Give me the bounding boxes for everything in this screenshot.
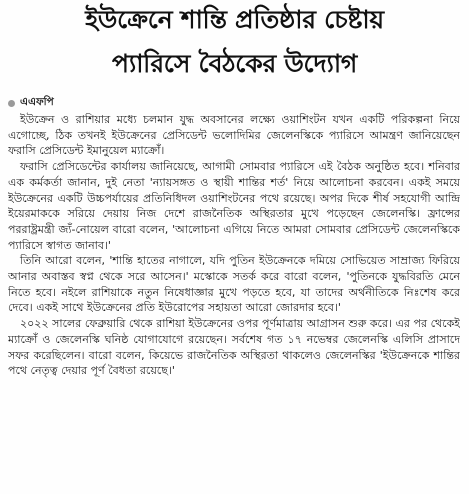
headline-line-1: ইউক্রেনে শান্তি প্রতিষ্ঠার চেষ্টায়	[85, 5, 384, 34]
paragraph: ২০২২ সালের ফেব্রুয়ারি থেকে রাশিয়া ইউক্রেনের ওপর পূর্ণমাত্রায় আগ্রাসন শুরু করে। এর পর থেকেই ম্যাক্রোঁ ও জেলেনস্কি ঘনিষ্ঠ যোগাযোগে রয়েছেন। সর্বশেষ গত ১৭ নভেম্বর জেলেনস্কি এলিসি প্রাসাদে সফর করেছিলেন। বারো বলেন, কিয়েভে রাজনৈতিক অস্থিরতা থাকলেও জেলেনস্কির 'ইউক্রেনকে শান্তির পথে নেতৃত্ব দেয়ার পূর্ণ বৈধতা রয়েছে।'	[8, 317, 460, 378]
bullet-icon	[8, 100, 15, 107]
paragraph: ইউক্রেন ও রাশিয়ার মধ্যে চলমান যুদ্ধ অবসানের লক্ষ্যে ওয়াশিংটন যখন একটি পরিকল্পনা নিয়ে এগোচ্ছে, ঠিক তখনই ইউক্রেনের প্রেসিডেন্ট ভলোদিমির জেলেনস্কিকে প্যারিসে আমন্ত্রণ জানিয়েছেন ফরাসি প্রেসিডেন্ট ইমানুয়েল ম্যাক্রোঁ।	[8, 113, 460, 158]
headline	[0, 4, 469, 80]
headline-line-2: প্যারিসে বৈঠকের উদ্যোগ	[112, 49, 357, 78]
article-body	[8, 112, 460, 490]
paragraph: তিনি আরো বলেন, 'শান্তি হাতের নাগালে, যদি পুতিন ইউক্রেনকে দমিয়ে সোভিয়েত সাম্রাজ্য ফিরিয়ে আনার অবাস্তব স্বপ্ন থেকে সরে আসেন।' মস্কোকে সতর্ক করে বারো বলেন, 'পুতিনকে যুদ্ধবিরতি মেনে নিতে হবে। নইলে রাশিয়াকে নতুন নিষেধাজ্ঞার মুখে পড়তে হবে, যা তাদের অর্থনীতিকে নিঃশেষ করে দেবে। একই সাথে ইউক্রেনের প্রতি ইউরোপের সহায়তা আরো জোরদার হবে।'	[8, 254, 460, 315]
paragraph: ফরাসি প্রেসিডেন্টের কার্যালয় জানিয়েছে, আগামী সোমবার প্যারিসে এই বৈঠক অনুষ্ঠিত হবে। শনিবার এক কর্মকর্তা জানান, দুই নেতা 'ন্যায়সঙ্গত ও স্থায়ী শান্তির শর্ত' নিয়ে আলোচনা করবেন। একই সময়ে ইউক্রেনের একটি উচ্চপর্যায়ের প্রতিনিধিদল ওয়াশিংটনের পথে রয়েছে। অপর দিকে শীর্ষ সহযোগী আন্দ্রি ইয়েরমাককে সরিয়ে দেয়ায় নিজ দেশে রাজনৈতিক অস্থিরতার মুখে পড়েছেন জেলেনস্কি। ফ্রান্সের পররাষ্ট্রমন্ত্রী জ্যঁ-নোয়েল বারো বলেন, 'আলোচনা এগিয়ে নিতে আমরা সোমবার প্রেসিডেন্ট জেলেনস্কিকে প্যারিসে স্বাগত জানাব।'	[8, 160, 460, 252]
byline	[8, 96, 54, 110]
byline-source: এএফপি	[20, 95, 54, 108]
